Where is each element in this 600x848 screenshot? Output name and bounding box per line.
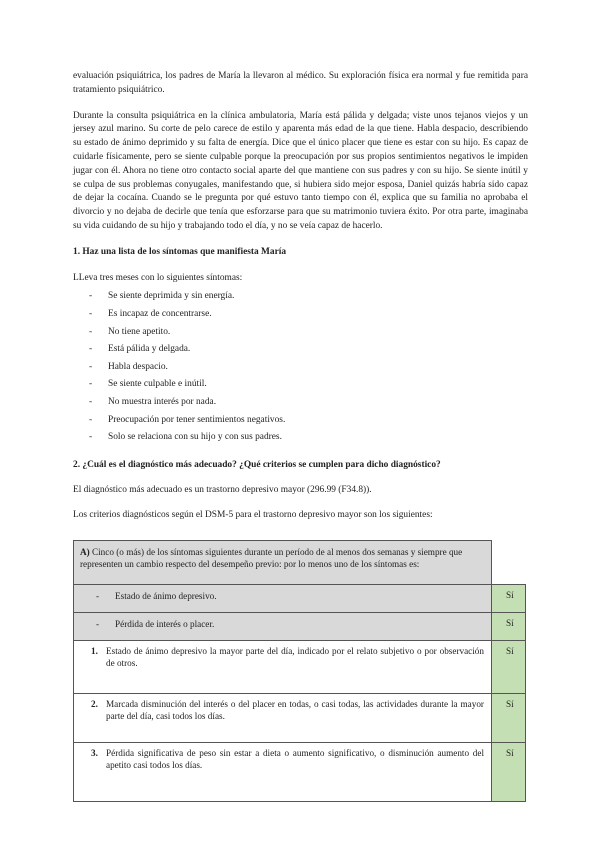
answer-cell: Sí (492, 585, 526, 613)
dash-bullet: - (89, 291, 93, 302)
dash-bullet: - (89, 414, 93, 425)
list-item: - Preocupación por tener sentimientos negativos. (73, 412, 528, 430)
table-header-row (74, 541, 526, 585)
list-item: - No muestra interés por nada. (73, 394, 528, 412)
table-row: 3. Pérdida significativa de peso sin estar a dieta o aumento significativo, o disminución aumento del apetito casi todos los días. Sí (74, 743, 526, 802)
list-item: - Se siente deprimida y sin energía. (73, 288, 528, 306)
symptoms-lead: LLeva tres meses con lo siguientes síntomas: (73, 272, 243, 283)
answer-cell: Sí (492, 694, 526, 743)
paragraph-intro: evaluación psiquiátrica, los padres de María la llevaron al médico. Su exploración física era normal y fue remitida para tratamiento psiquiátrico. (73, 71, 528, 95)
dash-bullet: - (89, 432, 93, 443)
criterion-text: Cinco (o más) de los síntomas siguientes durante un período de al menos dos semanas y siempre que representen un cambio respecto del desempeño previo: por lo menos uno de los síntomas es: (80, 547, 463, 570)
paragraph-case: Durante la consulta psiquiátrica en la clínica ambulatoria, María está pálida y delgada; viste unos tejanos viejos y un jersey azul marino. Su corte de pelo carece de estilo y aparenta más edad de la que tiene. Habla despacio, describiendo su estado de ánimo deprimido y su falta de energía. Dice que el único placer que tiene es estar con su hijo. Es capaz de cuidarle físicamente, pero se siente culpable porque la preocupación por sus propios sentimientos negativos le impiden jugar con él. Ahora no tiene otro contacto social aparte del que mantiene con sus padres y con su hijo. Se siente inútil y se culpa de sus problemas conyugales, manifestando que, si hubiera sido mejor esposa, Daniel quizás habría sido capaz de dejar la cocaína. Cuando se le pregunta por qué estuvo tanto tiempo con él, explica que su familia no aprobaba el divorcio y no dejaba de decirle que tenía que esforzarse para que su matrimonio tuviera éxito. Por otra parte, imaginaba su vida cuidando de su hijo y trabajando todo el día, y no se veía capaz de hacerlo. (73, 110, 528, 231)
dash-bullet: - (89, 308, 93, 319)
section2-heading: 2. ¿Cuál es el diagnóstico más adecuado? ¿Qué criterios se cumplen para dicho diagnóstico? (73, 459, 441, 470)
table-row: 2. Marcada disminución del interés o del placer en todas, o casi todas, las actividades durante la mayor parte del día, casi todos los días. Sí (74, 694, 526, 743)
list-item: - Se siente culpable e inútil. (73, 376, 528, 394)
document-body (73, 70, 528, 523)
list-item: - Está pálida y delgada. (73, 341, 528, 359)
diagnosis-text: El diagnóstico más adecuado es un trastorno depresivo mayor (296.99 (F34.8)). (73, 484, 372, 495)
table-row: - Estado de ánimo depresivo. Sí (74, 585, 526, 613)
list-item: - Habla despacio. (73, 359, 528, 377)
section1-heading: 1. Haz una lista de los síntomas que manifiesta María (73, 246, 287, 257)
answer-cell: Sí (492, 743, 526, 802)
list-item: - Solo se relaciona con su hijo y con sus padres. (73, 429, 528, 447)
list-item: - Es incapaz de concentrarse. (73, 306, 528, 324)
dash-bullet: - (89, 361, 93, 372)
dash-bullet: - (89, 344, 93, 355)
dash-bullet: - (89, 396, 93, 407)
criteria-intro: Los criterios diagnósticos según el DSM-5 para el trastorno depresivo mayor son los siguientes: (73, 510, 433, 521)
list-item: - No tiene apetito. (73, 324, 528, 342)
answer-cell: Sí (492, 613, 526, 641)
criterion-label: A) (80, 547, 90, 557)
dash-bullet: - (89, 326, 93, 337)
answer-cell: Sí (492, 641, 526, 694)
table-header-cell (74, 541, 492, 585)
symptoms-list (73, 288, 528, 446)
dash-bullet: - (89, 379, 93, 390)
criteria-table (73, 540, 526, 802)
table-row: 1. Estado de ánimo depresivo la mayor parte del día, indicado por el relato subjetivo o por observación de otros. Sí (74, 641, 526, 694)
table-row: - Pérdida de interés o placer. Sí (74, 613, 526, 641)
